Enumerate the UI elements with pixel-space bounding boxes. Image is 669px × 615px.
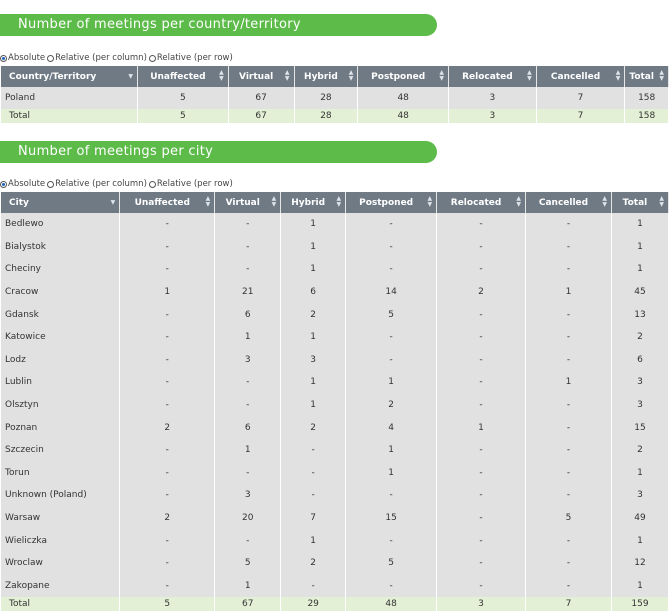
cell-virtual: 3 [215,484,281,507]
cell-total: 158 [625,87,669,109]
radio-label: Absolute [8,179,46,189]
city-section-title: Number of meetings per city [0,141,437,163]
cell-relocated: - [437,326,526,349]
column-header-postponed[interactable] [358,66,449,87]
sort-arrows-icon[interactable]: ▲ ▼ [602,195,607,208]
cell-cancelled: - [526,552,612,575]
column-header-label: Hybrid [304,71,338,82]
row-label: Bedlewo [1,213,120,236]
total-row [1,109,669,123]
cell-hybrid: - [281,484,346,507]
radio-relative-per-row[interactable] [149,179,233,189]
table-row [1,236,669,259]
cell-total: 13 [611,303,668,326]
cell-postponed: - [346,349,437,372]
row-label: Checiny [1,258,120,281]
cell-postponed: 5 [346,552,437,575]
cell-hybrid: 6 [281,281,346,304]
cell-cancelled: 7 [536,109,625,123]
radio-circle-icon[interactable] [47,55,54,62]
cell-cancelled: 1 [526,371,612,394]
table-row [1,529,669,552]
country-view-mode-radios [0,52,235,64]
column-header-total[interactable] [611,192,668,213]
cell-postponed: 48 [346,597,437,611]
column-header-relocated[interactable] [449,66,537,87]
column-header-label: Postponed [371,71,426,82]
cell-cancelled: - [526,258,612,281]
dropdown-arrow-icon[interactable]: ▼ [110,199,116,206]
sort-arrows-icon[interactable]: ▲ ▼ [205,195,211,208]
column-header-unaffected[interactable] [120,192,215,213]
cell-virtual: 3 [215,349,281,372]
cell-hybrid: 29 [281,597,346,611]
cell-unaffected: - [120,236,215,259]
cell-virtual: 1 [215,326,281,349]
cell-relocated: - [437,529,526,552]
cell-postponed: 4 [346,416,437,439]
cell-total: 1 [611,213,668,236]
cell-hybrid: 1 [281,529,346,552]
cell-total: 6 [611,349,668,372]
cell-cancelled: - [526,349,612,372]
cell-cancelled: 1 [526,281,612,304]
cell-unaffected: 5 [138,109,229,123]
cell-virtual: - [215,213,281,236]
row-label: Torun [1,462,120,485]
sort-arrows-icon[interactable]: ▲ ▼ [615,69,621,82]
cell-virtual: - [215,258,281,281]
column-header-cancelled[interactable] [526,192,612,213]
cell-postponed: - [346,484,437,507]
sort-arrows-icon[interactable]: ▲ ▼ [219,69,224,82]
cell-cancelled: - [526,462,612,485]
table-row [1,213,669,236]
row-label: Lublin [1,371,120,394]
cell-postponed: 2 [346,394,437,417]
sort-arrows-icon[interactable]: ▲ ▼ [348,69,354,82]
cell-virtual: - [215,529,281,552]
table-row [1,87,669,109]
sort-arrows-icon[interactable]: ▲ ▼ [336,195,342,208]
cell-hybrid: 1 [281,236,346,259]
row-label: Poznan [1,416,120,439]
table-row [1,281,669,304]
row-label: Cracow [1,281,120,304]
cell-relocated: - [437,303,526,326]
cell-total: 15 [611,416,668,439]
table-row [1,394,669,417]
sort-arrows-icon[interactable]: ▲ ▼ [527,69,532,82]
cell-hybrid: 1 [281,258,346,281]
cell-relocated: - [437,462,526,485]
radio-circle-icon[interactable] [47,181,54,188]
column-header-postponed[interactable] [346,192,437,213]
cell-postponed: 14 [346,281,437,304]
cell-postponed: 48 [358,109,449,123]
cell-virtual: - [215,236,281,259]
radio-absolute[interactable] [0,53,45,63]
table-row [1,416,669,439]
cell-postponed: - [346,326,437,349]
cell-postponed: - [346,575,437,598]
row-label: Poland [1,87,138,109]
cell-relocated: - [437,236,526,259]
column-header-label: Cancelled [550,71,601,82]
cell-relocated: - [437,349,526,372]
cell-unaffected: - [120,484,215,507]
cell-virtual: 1 [215,439,281,462]
cell-relocated: 3 [449,87,537,109]
column-header-label: Postponed [359,197,414,208]
city-view-mode-radios [0,178,235,190]
cell-total: 1 [611,258,668,281]
cell-unaffected: - [120,371,215,394]
cell-unaffected: - [120,394,215,417]
cell-postponed: 5 [346,303,437,326]
cell-unaffected: - [120,529,215,552]
table-row [1,371,669,394]
radio-label: Absolute [8,53,46,63]
cell-hybrid: 2 [281,416,346,439]
row-label: Unknown (Poland) [1,484,120,507]
cell-cancelled: - [526,439,612,462]
cell-cancelled: - [526,416,612,439]
row-label: Bialystok [1,236,120,259]
cell-cancelled: 5 [526,507,612,530]
sort-arrows-icon[interactable]: ▲ ▼ [516,195,522,208]
cell-unaffected: - [120,439,215,462]
cell-relocated: - [437,575,526,598]
cell-total: 159 [611,597,668,611]
radio-circle-icon[interactable] [149,55,156,62]
column-header-label: Total [622,197,648,208]
cell-hybrid: 28 [294,87,358,109]
cell-virtual: 67 [228,109,294,123]
table-row [1,462,669,485]
cell-virtual: 6 [215,303,281,326]
row-label: Total [1,597,120,611]
row-label: Lodz [1,349,120,372]
cell-postponed: - [346,213,437,236]
sort-arrows-icon[interactable]: ▲ ▼ [659,195,664,208]
cell-relocated: - [437,213,526,236]
sort-arrows-icon[interactable]: ▲ ▼ [284,69,290,82]
column-header-label: Total [629,71,654,82]
country-section-title: Number of meetings per country/territory [0,14,437,36]
table-row [1,258,669,281]
row-label: Wroclaw [1,552,120,575]
cell-total: 1 [611,236,668,259]
column-header-label: Relocated [450,197,502,208]
radio-circle-icon[interactable] [0,55,7,62]
column-header-country-territory[interactable] [1,66,138,87]
column-header-label: City [9,197,29,208]
column-header-label: Virtual [225,197,260,208]
cell-total: 158 [625,109,669,123]
cell-relocated: 3 [437,597,526,611]
cell-postponed: - [346,236,437,259]
radio-absolute[interactable] [0,179,45,189]
cell-virtual: 5 [215,552,281,575]
cell-postponed: - [346,258,437,281]
cell-relocated: 1 [437,416,526,439]
sort-arrows-icon[interactable]: ▲ ▼ [427,195,433,208]
cell-hybrid: 2 [281,552,346,575]
row-label: Warsaw [1,507,120,530]
cell-hybrid: 1 [281,326,346,349]
cell-relocated: - [437,258,526,281]
cell-total: 1 [611,575,668,598]
cell-unaffected: 5 [120,597,215,611]
radio-label: Relative (per column) [55,53,147,63]
cell-unaffected: - [120,303,215,326]
city-meetings-table [1,192,669,611]
cell-cancelled: - [526,575,612,598]
cell-hybrid: 7 [281,507,346,530]
cell-postponed: 1 [346,462,437,485]
table-row [1,439,669,462]
cell-cancelled: - [526,326,612,349]
cell-cancelled: 7 [536,87,625,109]
cell-hybrid: 1 [281,213,346,236]
column-header-virtual[interactable] [215,192,281,213]
radio-label: Relative (per row) [156,53,233,63]
table-row [1,507,669,530]
radio-relative-per-column[interactable] [47,179,147,189]
row-label: Katowice [1,326,120,349]
cell-unaffected: 5 [138,87,229,109]
cell-total: 3 [611,394,668,417]
column-header-hybrid[interactable] [281,192,346,213]
cell-postponed: 1 [346,439,437,462]
column-header-city[interactable] [1,192,120,213]
cell-hybrid: 1 [281,371,346,394]
cell-unaffected: - [120,575,215,598]
cell-postponed: 1 [346,371,437,394]
cell-virtual: 67 [228,87,294,109]
column-header-label: Country/Territory [9,71,97,82]
cell-hybrid: - [281,575,346,598]
radio-circle-icon[interactable] [149,181,156,188]
sort-arrows-icon[interactable]: ▲ ▼ [439,69,445,82]
row-label: Total [1,109,138,123]
column-header-label: Hybrid [291,197,326,208]
column-header-unaffected[interactable] [138,66,229,87]
row-label: Szczecin [1,439,120,462]
row-label: Gdansk [1,303,120,326]
radio-relative-per-column[interactable] [47,53,147,63]
radio-relative-per-row[interactable] [149,53,233,63]
cell-unaffected: 2 [120,416,215,439]
cell-virtual: - [215,462,281,485]
cell-cancelled: 7 [526,597,612,611]
table-row [1,575,669,598]
cell-relocated: - [437,552,526,575]
table-row [1,552,669,575]
column-header-hybrid[interactable] [294,66,358,87]
cell-virtual: 1 [215,575,281,598]
cell-hybrid: - [281,462,346,485]
cell-virtual: 67 [215,597,281,611]
cell-total: 1 [611,462,668,485]
row-label: Wieliczka [1,529,120,552]
cell-relocated: - [437,439,526,462]
table-row [1,326,669,349]
cell-unaffected: - [120,462,215,485]
cell-total: 3 [611,484,668,507]
column-header-virtual[interactable] [228,66,294,87]
cell-total: 2 [611,439,668,462]
cell-relocated: 3 [449,109,537,123]
cell-postponed: - [346,529,437,552]
dropdown-arrow-icon[interactable]: ▼ [128,73,134,80]
cell-cancelled: - [526,394,612,417]
cell-virtual: - [215,394,281,417]
table-row [1,484,669,507]
cell-cancelled: - [526,529,612,552]
cell-total: 49 [611,507,668,530]
cell-unaffected: 2 [120,507,215,530]
cell-total: 3 [611,371,668,394]
row-label: Olsztyn [1,394,120,417]
cell-relocated: - [437,394,526,417]
cell-virtual: - [215,371,281,394]
column-header-total[interactable] [625,66,669,87]
column-header-label: Unaffected [134,197,190,208]
sort-arrows-icon[interactable]: ▲ ▼ [659,69,664,82]
cell-relocated: - [437,484,526,507]
cell-relocated: 2 [437,281,526,304]
radio-label: Relative (per row) [156,179,233,189]
cell-virtual: 21 [215,281,281,304]
row-label: Zakopane [1,575,120,598]
cell-cancelled: - [526,303,612,326]
cell-total: 45 [611,281,668,304]
radio-label: Relative (per column) [55,179,147,189]
cell-cancelled: - [526,236,612,259]
cell-postponed: 48 [358,87,449,109]
cell-relocated: - [437,371,526,394]
cell-hybrid: 1 [281,394,346,417]
cell-total: 2 [611,326,668,349]
column-header-label: Virtual [239,71,274,82]
cell-unaffected: - [120,326,215,349]
cell-unaffected: 1 [120,281,215,304]
cell-postponed: 15 [346,507,437,530]
cell-hybrid: - [281,439,346,462]
column-header-cancelled[interactable] [536,66,625,87]
cell-unaffected: - [120,213,215,236]
cell-total: 1 [611,529,668,552]
cell-cancelled: - [526,484,612,507]
sort-arrows-icon[interactable]: ▲ ▼ [271,195,277,208]
cell-hybrid: 2 [281,303,346,326]
country-meetings-table [1,66,669,123]
column-header-label: Cancelled [538,197,589,208]
table-row [1,303,669,326]
cell-virtual: 20 [215,507,281,530]
cell-hybrid: 28 [294,109,358,123]
table-row [1,349,669,372]
column-header-label: Relocated [462,71,513,82]
cell-virtual: 6 [215,416,281,439]
radio-circle-icon[interactable] [0,181,7,188]
cell-cancelled: - [526,213,612,236]
column-header-label: Unaffected [150,71,206,82]
cell-hybrid: 3 [281,349,346,372]
cell-unaffected: - [120,258,215,281]
cell-unaffected: - [120,349,215,372]
column-header-relocated[interactable] [437,192,526,213]
cell-total: 12 [611,552,668,575]
cell-unaffected: - [120,552,215,575]
total-row [1,597,669,611]
cell-relocated: - [437,507,526,530]
